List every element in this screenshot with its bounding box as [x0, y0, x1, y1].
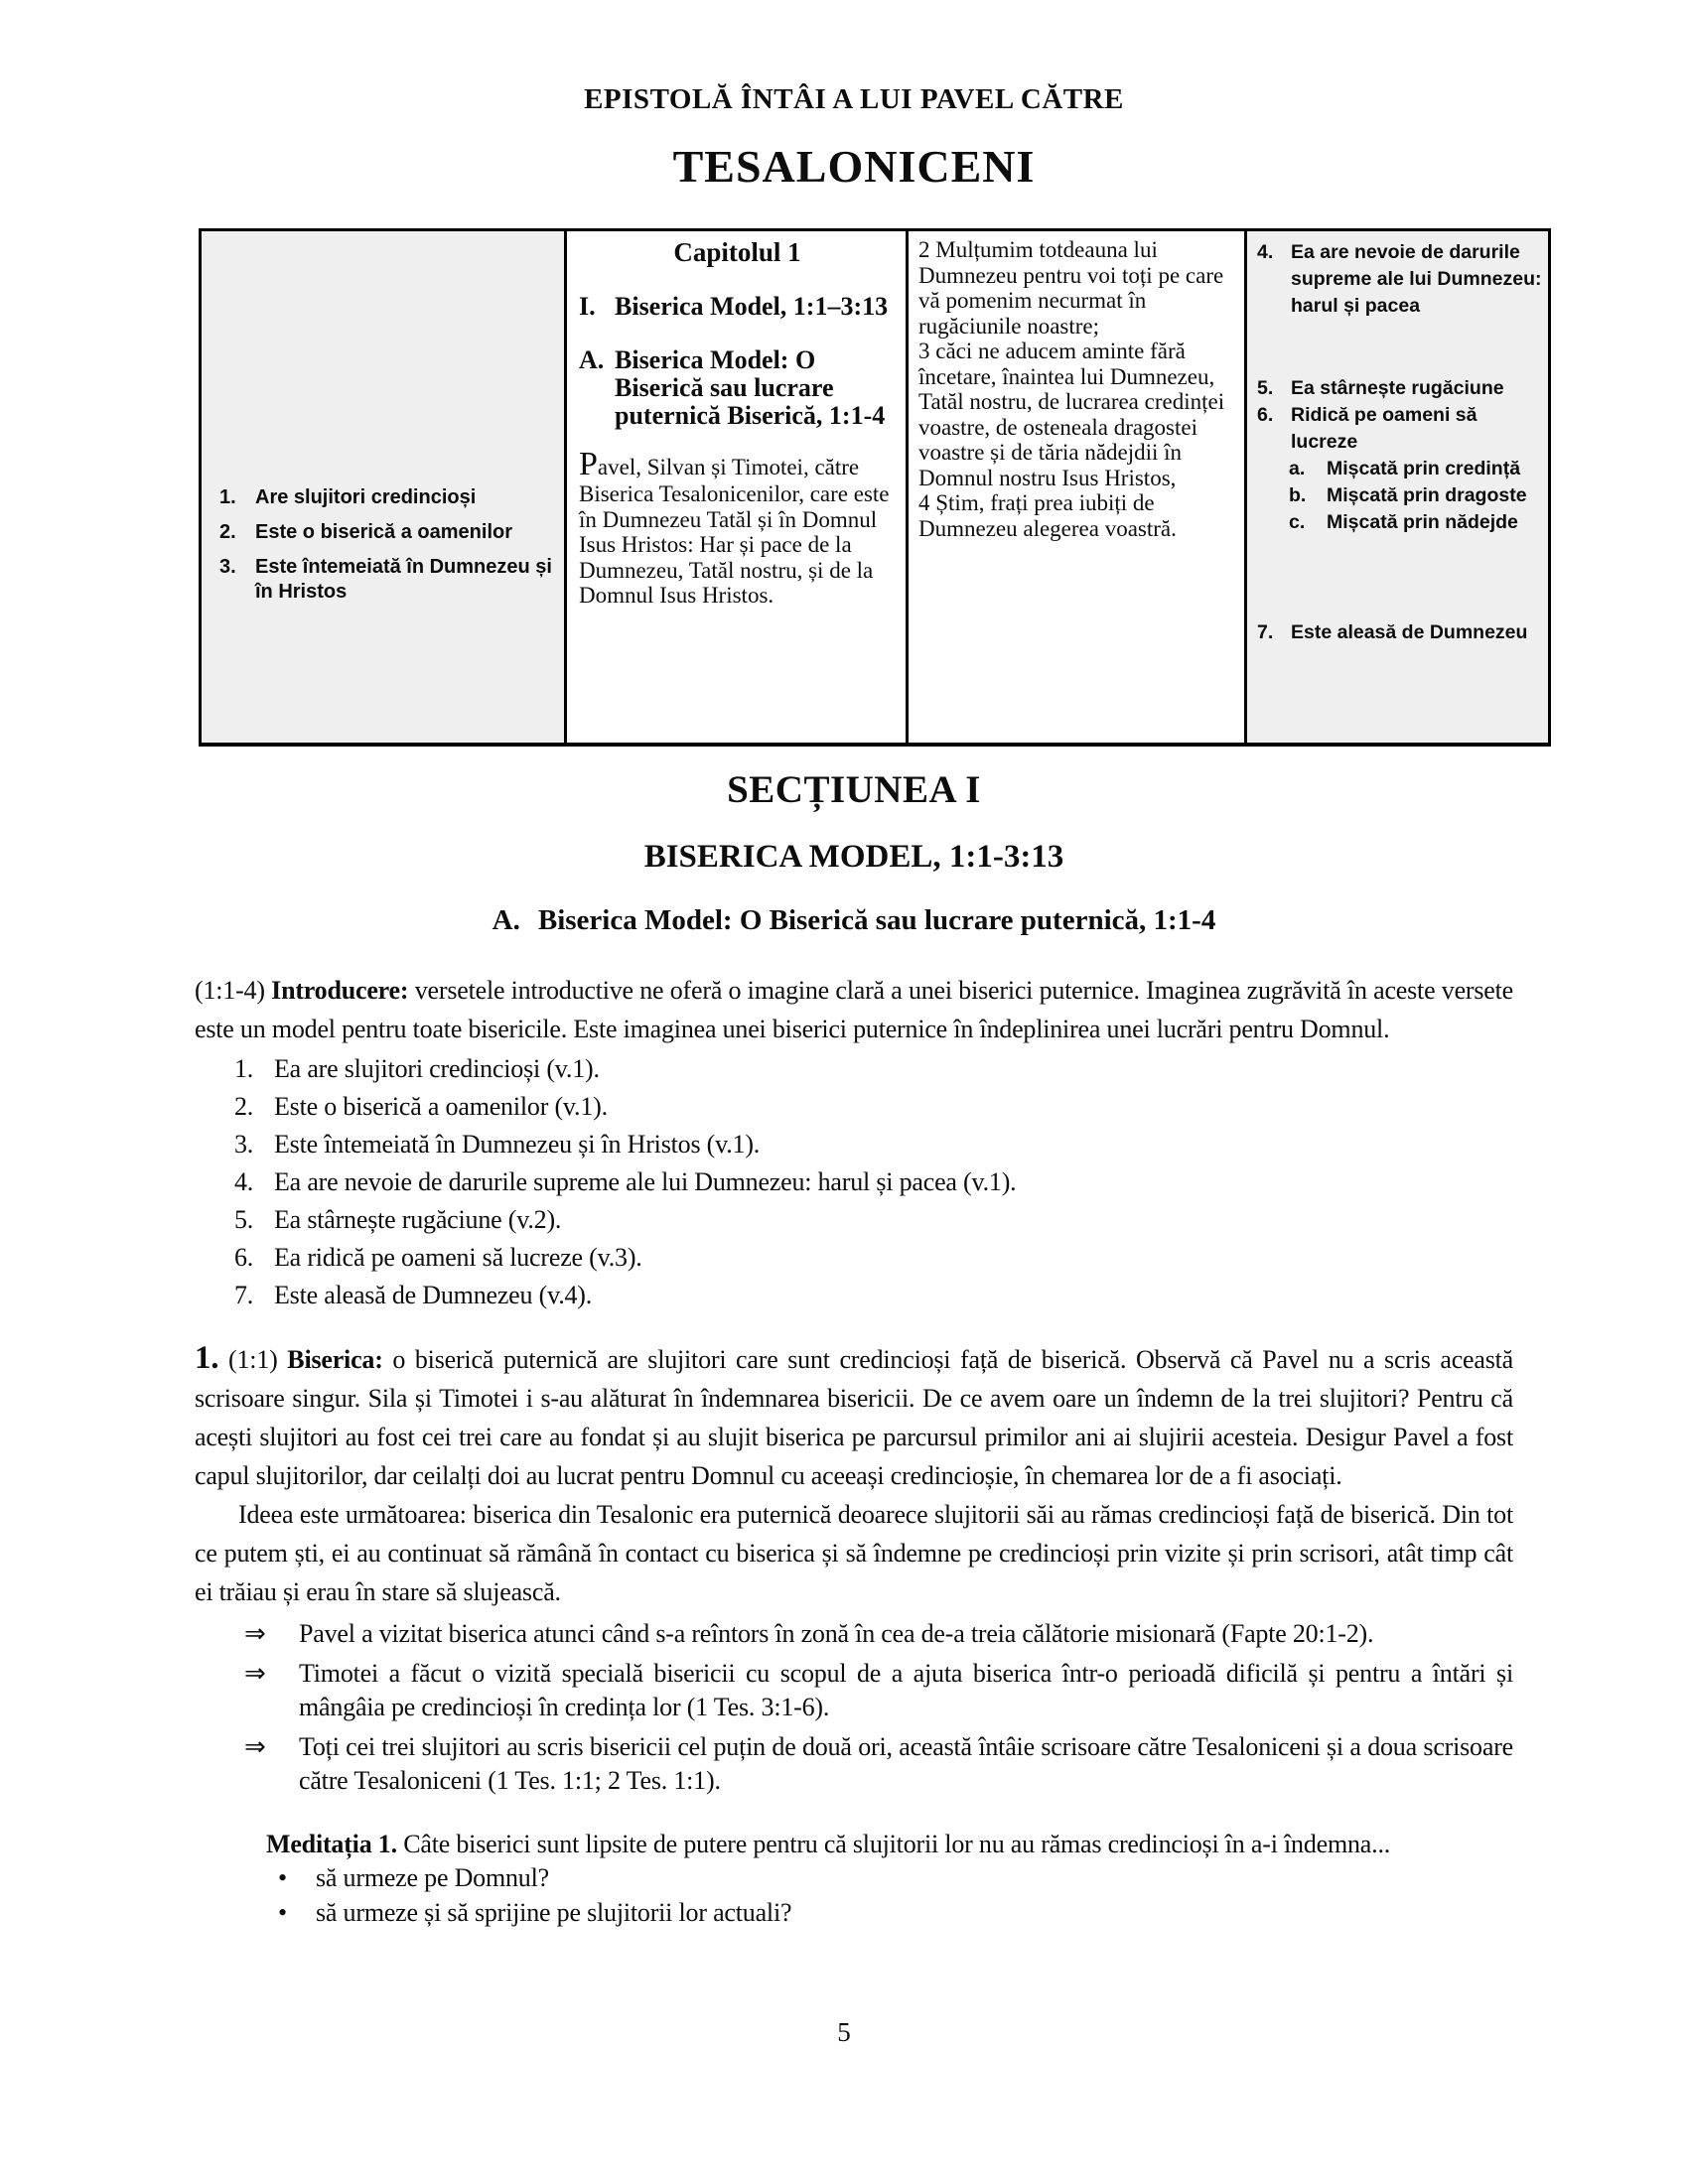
- item-text: Ea are slujitori credincioși (v.1).: [274, 1054, 600, 1083]
- item-text: Ea are nevoie de darurile supreme ale lui Dumnezeu: harul și pacea: [1291, 241, 1542, 317]
- subitem-letter: b.: [1289, 484, 1307, 506]
- heading-text: Biserica Model, 1:1–3:13: [615, 292, 889, 321]
- subheading-text: Biserica Model: O Biserică sau lucrare puternică, 1:1-4: [537, 904, 1216, 936]
- item-text: Are slujitori credincioși: [255, 486, 477, 508]
- cross-reference-item: [195, 1617, 1513, 1651]
- outline-left-item: [217, 520, 552, 545]
- page-number: 5: [837, 2017, 851, 2047]
- outline-right-cell: [1244, 231, 1548, 743]
- point-ref: (1:1): [218, 1345, 288, 1374]
- item-text: Este o biserică a oamenilor: [255, 521, 512, 543]
- point-number: 1.: [195, 1340, 219, 1376]
- outline-right-subitem: [1255, 509, 1544, 536]
- meditation-label: Meditația 1.: [266, 1830, 404, 1858]
- outline-right-subitem: [1255, 456, 1544, 482]
- intro-label: Introducere:: [271, 976, 415, 1005]
- item-text: Este aleasă de Dumnezeu (v.4).: [274, 1281, 593, 1309]
- document-header: [195, 0, 1513, 193]
- verse-3: 3 căci ne aducem aminte fără încetare, înaintea lui Dumnezeu, Tatăl nostru, de lucrarea credinței voastre, de osteneala dragostei voastre și de tăria nădejdii în Domnul nostru Isus Hristos,: [918, 339, 1225, 490]
- outline-right-item: [1255, 619, 1544, 646]
- subitem-text: Mișcată prin credință: [1327, 458, 1521, 479]
- subitem-text: Mișcată prin dragoste: [1327, 484, 1527, 506]
- outline-heading-I: [579, 293, 896, 321]
- outline-right-item: [1255, 239, 1544, 320]
- arrow-icon: ⇒: [244, 1732, 266, 1761]
- meditation-bullet: [266, 1896, 1513, 1930]
- scripture-verses-cell: [906, 231, 1244, 743]
- item-number: 7.: [234, 1281, 254, 1309]
- outline-left-item: [217, 485, 552, 510]
- item-text: Ridică pe oameni să lucreze: [1291, 404, 1477, 453]
- heading-marker: A.: [579, 345, 605, 374]
- cross-reference-item: [195, 1657, 1513, 1724]
- item-number: 2.: [219, 521, 236, 543]
- item-text: Ea are nevoie de darurile supreme ale lui Dumnezeu: harul și pacea (v.1).: [274, 1167, 1017, 1196]
- church-outline-list: [195, 1050, 1513, 1314]
- point-1-paragraph: [195, 1340, 1513, 1495]
- item-number: 2.: [234, 1092, 254, 1121]
- chapter-title: Capitolul 1: [673, 237, 801, 267]
- intro-paragraph: [195, 971, 1513, 1048]
- item-number: 5.: [234, 1205, 254, 1234]
- meditation-text: Câte biserici sunt lipsite de putere pentru că slujitorii lor nu au rămas credincioși în a-i îndemna...: [403, 1830, 1391, 1858]
- outline-table: [199, 228, 1551, 747]
- item-text: Este întemeiată în Dumnezeu și în Hristos: [255, 556, 552, 603]
- drop-cap: P: [579, 446, 598, 482]
- bullet-text: să urmeze și să sprijine pe slujitorii lor actuali?: [316, 1898, 792, 1927]
- point-text: o biserică puternică are slujitori care sunt credincioși față de biserică. Observă că Pavel nu a scris această scrisoare singur. Sila și Timotei i s-au alăturat în îndemnarea bisericii. De ce avem oare un îndemn de la trei slujitori? Pentru că acești slujitori au fost cei trei care au fondat și au slujit biserica pe parcursul primilor ani ai slujirii acesteia. Desigur Pavel a fost capul slujitorilor, dar ceilalți doi au lucrat pentru Domnul cu aceeași credincioșie, în chemarea lor de a fi asociați.: [195, 1345, 1514, 1490]
- outline-left-cell: [202, 231, 564, 743]
- list-item: [195, 1239, 1513, 1277]
- item-number: 1.: [234, 1054, 254, 1083]
- passage-text: avel, Silvan și Timotei, către Biserica Tesalonicenilor, care este în Dumnezeu Tatăl și în Domnul Isus Hristos: Har și pace de la Dumnezeu, Tatăl nostru, și de la Domnul Isus Hristos.: [579, 455, 890, 608]
- outline-right-subitem: [1255, 482, 1544, 509]
- item-number: 3.: [219, 556, 236, 578]
- item-number: 6.: [234, 1243, 254, 1272]
- verse-4: 4 Știm, frați prea iubiți de Dumnezeu alegerea voastră.: [918, 490, 1177, 541]
- bullet-text: să urmeze pe Domnul?: [316, 1863, 549, 1892]
- arrow-icon: ⇒: [244, 1659, 266, 1688]
- item-text: Ea ridică pe oameni să lucreze (v.3).: [274, 1243, 642, 1272]
- cross-reference-list: [195, 1617, 1513, 1798]
- bullet-icon: •: [278, 1863, 287, 1892]
- outline-heading-A: [579, 346, 896, 430]
- item-number: 1.: [219, 486, 236, 508]
- item-number: 7.: [1257, 621, 1274, 643]
- epistle-header-line: EPISTOLĂ ÎNTÂI A LUI PAVEL CĂTRE: [584, 83, 1124, 115]
- scripture-passage-v1: [579, 448, 896, 609]
- book-title: TESALONICENI: [672, 141, 1036, 192]
- heading-text: Biserica Model: O Biserică sau lucrare puternică Biserică, 1:1-4: [615, 345, 886, 430]
- subitem-letter: a.: [1289, 458, 1306, 479]
- outline-right-item: [1255, 375, 1544, 402]
- chapter-outline-cell: [564, 231, 906, 743]
- list-item: [195, 1088, 1513, 1126]
- outline-left-item: [217, 555, 552, 605]
- item-text: Ea stârnește rugăciune: [1291, 377, 1504, 399]
- intro-ref: (1:1-4): [195, 976, 272, 1005]
- heading-marker: I.: [579, 292, 596, 321]
- section-title: SECȚIUNEA I: [727, 768, 981, 811]
- subheading-marker: A.: [492, 904, 520, 936]
- item-text: Este o biserică a oamenilor (v.1).: [274, 1092, 608, 1121]
- list-item: [195, 1163, 1513, 1201]
- list-item: [195, 1050, 1513, 1088]
- item-number: 6.: [1257, 404, 1274, 426]
- item-text: Este aleasă de Dumnezeu: [1291, 621, 1528, 643]
- arrow-icon: ⇒: [244, 1619, 266, 1648]
- item-number: 3.: [234, 1130, 254, 1159]
- meditation-paragraph: [266, 1828, 1513, 1860]
- item-number: 5.: [1257, 377, 1274, 399]
- reference-text: Toți cei trei slujitori au scris bisericii cel puțin de două ori, această întâie scrisoare către Tesaloniceni și a doua scrisoare către Tesaloniceni (1 Tes. 1:1; 2 Tes. 1:1).: [299, 1732, 1513, 1795]
- reference-text: Pavel a vizitat biserica atunci când s-a reîntors în zonă în cea de-a treia călătorie misionară (Fapte 20:1-2).: [299, 1619, 1374, 1648]
- list-item: [195, 1201, 1513, 1239]
- cross-reference-item: [195, 1730, 1513, 1798]
- item-text: Este întemeiată în Dumnezeu și în Hristos (v.1).: [274, 1130, 761, 1159]
- list-item: [195, 1126, 1513, 1163]
- subitem-text: Mișcată prin nădejde: [1327, 511, 1518, 533]
- subitem-letter: c.: [1289, 511, 1306, 533]
- outline-right-item: [1255, 402, 1544, 456]
- bullet-icon: •: [278, 1898, 287, 1927]
- intro-text: versetele introductive ne oferă o imagine clară a unei biserici puternice. Imaginea zugrăvită în aceste versete este un model pentru toate bisericile. Este imaginea unei biserici puternice în îndeplinirea unei lucrări pentru Domnul.: [195, 976, 1513, 1043]
- item-text: Ea stârnește rugăciune (v.2).: [274, 1205, 562, 1234]
- meditation-bullet: [266, 1861, 1513, 1895]
- reference-text: Timotei a făcut o vizită specială bisericii cu scopul de a ajuta biserica într-o perioadă dificilă și pentru a întări și mângâia pe credincioși în credința lor (1 Tes. 3:1-6).: [299, 1659, 1513, 1721]
- section-subtitle: BISERICA MODEL, 1:1-3:13: [643, 839, 1064, 875]
- verse-2: 2 Mulțumim totdeauna lui Dumnezeu pentru voi toți pe care vă pomenim necurmat în rugăciunile noastre;: [918, 237, 1224, 339]
- item-number: 4.: [1257, 241, 1274, 263]
- list-item: [195, 1277, 1513, 1314]
- section-subheading: [195, 903, 1513, 937]
- item-number: 4.: [234, 1167, 254, 1196]
- point-label: Biserica:: [287, 1345, 393, 1374]
- point-1-paragraph-2: Ideea este următoarea: biserica din Tesalonic era puternică deoarece slujitorii săi au rămas credincioși față de biserică. Din tot ce putem ști, ei au continuat să rămână în contact cu biserica și să îndemne pe credincioși prin vizite și prin scrisori, atât timp cât ei trăiau și erau în stare să slujească.: [195, 1500, 1513, 1606]
